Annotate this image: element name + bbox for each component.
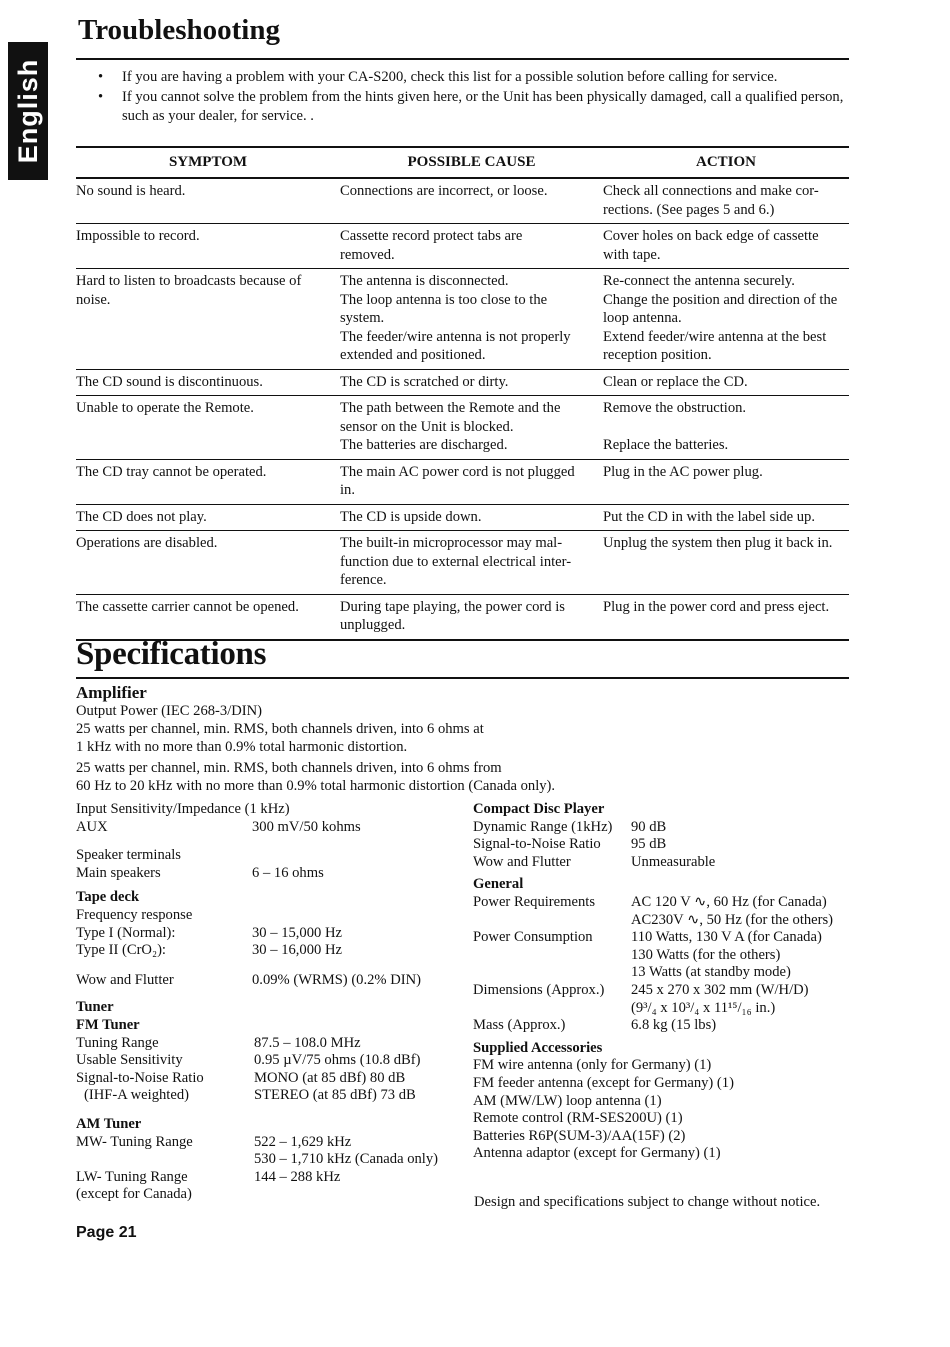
cause-cell [340,269,603,370]
troubleshooting-title: Troubleshooting [78,14,280,46]
mw-value: 522 – 1,629 kHz [254,1133,352,1150]
ihf-label: (IHF-A weighted) [84,1087,189,1104]
spec-row [76,972,466,990]
symptom-cell [76,594,340,640]
cell-line: The main AC power cord is not plugged [340,463,575,480]
cell-line: The CD sound is discontinuous. [76,373,263,390]
fm-snr-label: Signal-to-Noise Ratio [76,1069,204,1086]
cell-line: Cassette record protect tabs are [340,228,523,244]
table-row [76,178,849,224]
cell-line: Plug in the AC power plug. [603,463,763,480]
spec-row [76,1017,466,1035]
main-speakers-value: 6 – 16 ohms [252,864,324,881]
amp-para-b [76,760,636,796]
accessory-item: FM feeder antenna (except for Germany) (1) [473,1074,734,1091]
accessory-item: Remote control (RM-SES200U) (1) [473,1110,683,1127]
dim-value-2: (9³/₄ x 10³/₄ x 11¹⁵/₁₆ in.) [631,999,776,1016]
accessory-item: Antenna adaptor (except for Germany) (1) [473,1145,721,1162]
table-row [76,224,849,269]
amp-line: 25 watts per channel, min. RMS, both channels driven, into 6 ohms at [76,720,484,737]
tape-wow-value: 0.09% (WRMS) (0.2% DIN) [252,971,422,988]
amp-line: 25 watts per channel, min. RMS, both channels driven, into 6 ohms from [76,760,502,777]
cell-line: unplugged. [340,617,406,633]
lw-value: 144 – 288 kHz [254,1168,341,1185]
spec-row [76,801,466,819]
aux-value: 300 mV/50 kohms [252,818,361,835]
cell-line: During tape playing, the power cord is [340,598,565,615]
spec-row [473,947,853,965]
accessory-item: AM (MW/LW) loop antenna (1) [473,1092,662,1109]
cell-line: Connections are incorrect, or loose. [340,183,548,199]
table-row [76,531,849,595]
cause-cell [340,396,603,460]
symptom-cell [76,224,340,269]
cell-line: Unable to operate the Remote. [76,400,254,416]
specifications-title: Specifications [76,636,267,672]
input-label: Input Sensitivity/Impedance (1 kHz) [76,801,290,817]
spec-left-column [76,801,466,1204]
spec-row [473,801,853,819]
cell-line: Change the position and direction of the [603,291,838,308]
action-cell [603,459,849,504]
cd-snr-label: Signal-to-Noise Ratio [473,836,601,853]
symptom-cell [76,531,340,595]
amp-line: Output Power (IEC 268-3/DIN) [76,703,263,719]
table-row [76,459,849,504]
cell-line: The CD is upside down. [340,508,482,525]
cell-line: Extend feeder/wire antenna at the best [603,328,827,345]
dr-label: Dynamic Range (1kHz) [473,818,613,835]
spec-row [473,964,853,982]
cell-line: removed. [340,246,395,263]
cause-cell [340,531,603,595]
spec-row [473,836,853,854]
cell-line: No sound is heard. [76,183,186,199]
cell-line: The cassette carrier cannot be opened. [76,598,299,615]
accessory-item: FM wire antenna (only for Germany) (1) [473,1057,712,1074]
type1-label: Type I (Normal): [76,924,176,941]
header-action: ACTION [603,147,849,178]
cell-line: Replace the batteries. [603,437,729,453]
cause-cell [340,504,603,531]
fm-snr-mono: MONO (at 85 dBf) 80 dB [254,1069,406,1086]
fm-range-label: Tuning Range [76,1034,159,1051]
page-number: Page 21 [76,1224,137,1241]
cause-cell [340,594,603,640]
spec-row [76,1116,466,1134]
spec-row [76,999,466,1017]
table-body [76,178,849,640]
mw-value-canada: 530 – 1,710 kHz (Canada only) [254,1151,439,1168]
language-tab-label: English [13,58,43,164]
usable-label: Usable Sensitivity [76,1052,183,1069]
cell-line: extended and positioned. [340,347,486,363]
fm-snr-stereo: STEREO (at 85 dBf) 73 dB [254,1087,416,1104]
table-row [76,396,849,460]
spec-row [76,1186,466,1204]
dr-value: 90 dB [631,818,667,835]
symptom-cell [76,269,340,370]
cell-line: The CD does not play. [76,508,207,525]
action-cell [603,269,849,370]
spec-row [473,819,853,837]
action-cell [603,531,849,595]
cell-line: Put the CD in with the label side up. [603,508,815,525]
main-speakers-label: Main speakers [76,864,161,881]
action-cell [603,178,849,224]
lw-note: (except for Canada) [76,1186,192,1203]
spec-row [76,1134,466,1152]
spec-row [76,1151,466,1169]
spec-row [76,907,466,925]
dim-value-1: 245 x 270 x 302 mm (W/H/D) [631,981,809,998]
power-req-label: Power Requirements [473,893,595,910]
symptom-cell [76,178,340,224]
header-symptom: SYMPTOM [76,147,340,178]
cell-line: Check all connections and make cor- [603,183,819,199]
cell-line: rections. (See pages 5 and 6.) [603,201,775,218]
cell-line: with tape. [603,246,661,263]
power-req-1: AC 120 V ∿, 60 Hz (for Canada) [631,893,827,910]
fm-tuner-heading: FM Tuner [76,1016,140,1033]
symptom-cell [76,369,340,396]
language-tab [8,42,48,180]
cell-line: The feeder/wire antenna is not properly [340,328,571,345]
spec-row [473,982,853,1000]
action-cell [603,594,849,640]
amp-para-a [76,703,636,756]
action-cell [603,504,849,531]
cell-line: The path between the Remote and the [340,400,561,416]
lw-label: LW- Tuning Range [76,1168,188,1185]
cd-heading: Compact Disc Player [473,801,605,817]
cd-snr-value: 95 dB [631,836,667,853]
spec-row [76,1169,466,1187]
troubleshooting-table [76,146,849,641]
cell-line: Plug in the power cord and press eject. [603,598,830,615]
cell-line: Hard to listen to broadcasts because of [76,273,302,289]
cell-line: ference. [340,572,387,588]
dim-label: Dimensions (Approx.) [473,981,605,998]
cell-line: loop antenna. [603,310,682,326]
type2-label: Type II (CrO₂): [76,942,166,959]
spec-row [76,1052,466,1070]
amp-line: 1 kHz with no more than 0.9% total harmonic distortion. [76,738,408,755]
bullet-item: • If you are having a problem with your CA-S200, check this list for a possible solution before calling for service. [98,68,853,88]
cell-line: in. [340,482,355,498]
cell-line: Cover holes on back edge of cassette [603,228,819,244]
cause-cell [340,369,603,396]
tuner-heading: Tuner [76,999,114,1016]
title-rule [76,58,849,60]
cause-cell [340,224,603,269]
mw-label: MW- Tuning Range [76,1133,193,1150]
mass-label: Mass (Approx.) [473,1017,566,1034]
cell-line: Impossible to record. [76,228,200,244]
power-req-2: AC230V ∿, 50 Hz (for the others) [631,911,834,928]
spec-row [473,929,853,947]
tape-wow-label: Wow and Flutter [76,971,174,988]
cause-cell [340,459,603,504]
table-row [76,594,849,640]
spec-row [76,925,466,943]
type1-value: 30 – 15,000 Hz [252,924,342,941]
header-cause: POSSIBLE CAUSE [340,147,603,178]
action-cell [603,396,849,460]
cell-line: Operations are disabled. [76,535,218,551]
table-row [76,269,849,370]
power-cons-3: 13 Watts (at standby mode) [631,964,791,981]
intro-bullets [98,68,853,127]
am-tuner-heading: AM Tuner [76,1115,142,1132]
cell-line: function due to external electrical inter- [340,553,572,570]
table-header-row [76,147,849,178]
action-cell [603,224,849,269]
cell-line: reception position. [603,347,712,363]
spec-row [76,1035,466,1053]
cd-wow-label: Wow and Flutter [473,853,571,870]
cell-line: Remove the obstruction. [603,400,747,416]
cell-line: Clean or replace the CD. [603,373,748,390]
power-cons-2: 130 Watts (for the others) [631,946,781,963]
usable-value: 0.95 µV/75 ohms (10.8 dBf) [254,1052,421,1069]
cell-line: The loop antenna is too close to the [340,291,548,308]
speaker-label: Speaker terminals [76,847,181,864]
symptom-cell [76,459,340,504]
cell-line: Unplug the system then plug it back in. [603,535,833,551]
spec-row [76,1087,466,1105]
spec-row [76,847,466,865]
spec-rule [76,677,849,679]
spec-row [473,876,853,894]
accessory-item: Batteries R6P(SUM-3)/AA(15F) (2) [473,1127,686,1144]
spec-row [473,1040,853,1058]
cell-line [603,418,849,437]
spec-row [76,889,466,907]
spec-row [76,865,466,883]
cell-line: Re-connect the antenna securely. [603,273,795,289]
spec-row [473,912,853,930]
tape-deck-heading: Tape deck [76,889,140,906]
cell-line: system. [340,310,385,326]
power-cons-label: Power Consumption [473,929,593,946]
spec-right-column [473,801,853,1163]
spec-row [473,1000,853,1018]
cell-line: The CD is scratched or dirty. [340,373,509,390]
cell-line: The built-in microprocessor may mal- [340,535,563,551]
spec-row [76,1070,466,1088]
symptom-cell [76,504,340,531]
mass-value: 6.8 kg (15 lbs) [631,1017,717,1034]
type2-value: 30 – 16,000 Hz [252,942,342,959]
spec-row [76,942,466,960]
spec-row [473,1017,853,1035]
fm-range-value: 87.5 – 108.0 MHz [254,1034,361,1051]
freq-label: Frequency response [76,906,193,923]
amplifier-heading: Amplifier [76,683,147,702]
change-notice: Design and specifications subject to change without notice. [474,1194,821,1210]
amplifier-section [76,703,636,796]
bullet-item: • If you cannot solve the problem from the hints given here, or the Unit has been physically damaged, call a qualified person, such as your dealer, for service. . [98,88,853,127]
action-cell [603,369,849,396]
table-row [76,504,849,531]
cd-wow-value: Unmeasurable [631,853,716,870]
spec-row [473,854,853,872]
table-row [76,369,849,396]
symptom-cell [76,396,340,460]
cell-line: noise. [76,291,111,308]
spec-row [473,894,853,912]
amp-line: 60 Hz to 20 kHz with no more than 0.9% total harmonic distortion (Canada only). [76,778,556,795]
cause-cell [340,178,603,224]
general-heading: General [473,876,524,893]
spec-row [76,819,466,837]
cell-line: The batteries are discharged. [340,437,508,453]
cell-line: The antenna is disconnected. [340,273,509,289]
aux-label: AUX [76,818,108,835]
cell-line: The CD tray cannot be operated. [76,463,267,480]
power-cons-1: 110 Watts, 130 V A (for Canada) [631,929,822,946]
accessories-heading: Supplied Accessories [473,1039,603,1056]
cell-line: sensor on the Unit is blocked. [340,418,514,435]
